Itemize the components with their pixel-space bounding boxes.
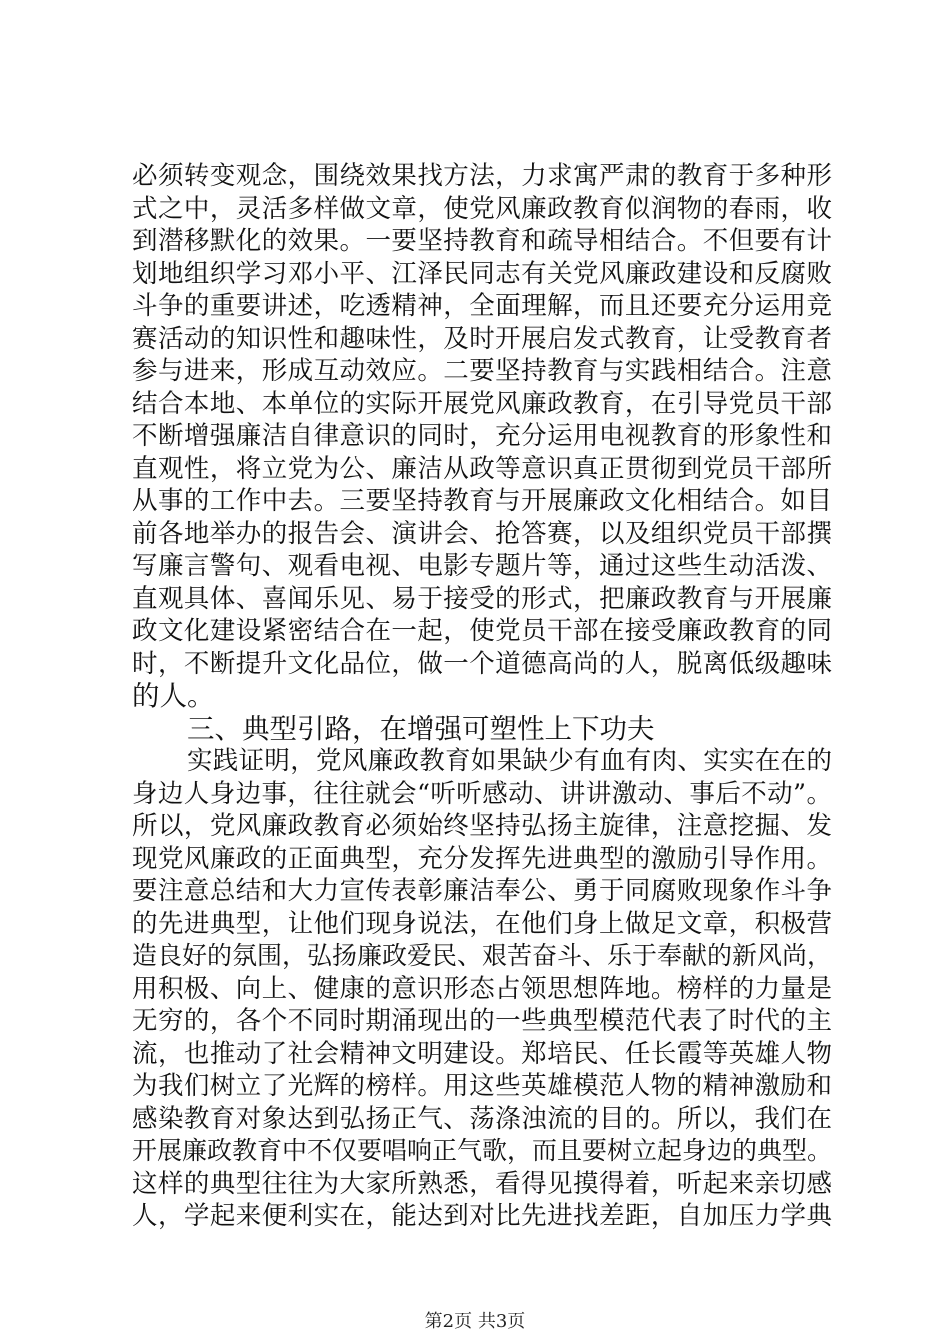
text-line: 写廉言警句、观看电视、电影专题片等，通过这些生动活泼、 bbox=[132, 551, 832, 581]
text-line: 的先进典型，让他们现身说法，在他们身上做足文章，积极营 bbox=[132, 908, 832, 939]
text-line: 政文化建设紧密结合在一起，使党员干部在接受廉政教育的同 bbox=[132, 616, 832, 646]
text-line: 直观具体、喜闻乐见、易于接受的形式，把廉政教育与开展廉 bbox=[132, 583, 832, 614]
text-line: 这样的典型往往为大家所熟悉，看得见摸得着，听起来亲切感 bbox=[132, 1168, 832, 1199]
text-line: 造良好的氛围，弘扬廉政爱民、艰苦奋斗、乐于奉献的新风尚， bbox=[132, 941, 833, 970]
text-line: 必须转变观念，围绕效果找方法，力求寓严肃的教育于多种形 bbox=[132, 161, 832, 191]
text-line: 结合本地、本单位的实际开展党风廉政教育，在引导党员干部 bbox=[132, 388, 832, 419]
text-line: 人，学起来便利实在，能达到对比先进找差距，自加压力学典 bbox=[132, 1201, 832, 1231]
text-line: 前各地举办的报告会、演讲会、抢答赛，以及组织党员干部撰 bbox=[132, 518, 832, 549]
text-line: 时，不断提升文化品位，做一个道德高尚的人，脱离低级趣味 bbox=[132, 648, 832, 679]
text-line: 现党风廉政的正面典型，充分发挥先进典型的激励引导作用。 bbox=[132, 843, 832, 874]
text-line: 的人。 bbox=[132, 680, 215, 712]
text-line: 开展廉政教育中不仅要唱响正气歌，而且要树立起身边的典型。 bbox=[132, 1136, 833, 1165]
text-line: 为我们树立了光辉的榜样。用这些英雄模范人物的精神激励和 bbox=[132, 1071, 832, 1101]
text-line: 式之中，灵活多样做文章，使党风廉政教育似润物的春雨，收 bbox=[132, 193, 832, 224]
section-heading: 三、典型引路，在增强可塑性上下功夫 bbox=[187, 712, 655, 745]
text-line: 参与进来，形成互动效应。二要坚持教育与实践相结合。注意 bbox=[132, 356, 832, 386]
text-line: 要注意总结和大力宣传表彰廉洁奉公、勇于同腐败现象作斗争 bbox=[132, 876, 832, 906]
text-line: 身边人身边事，往往就会“听听感动、讲讲激动、事后不动”。 bbox=[132, 778, 832, 809]
page-footer bbox=[0, 1307, 950, 1333]
text-line: 斗争的重要讲述，吃透精神，全面理解，而且还要充分运用竞 bbox=[132, 291, 832, 321]
text-line: 流，也推动了社会精神文明建设。郑培民、任长霞等英雄人物 bbox=[132, 1038, 832, 1069]
page-number: 第2页 bbox=[424, 1311, 473, 1332]
text-line: 无穷的，各个不同时期涌现出的一些典型模范代表了时代的主 bbox=[132, 1006, 832, 1036]
text-line: 直观性，将立党为公、廉洁从政等意识真正贯彻到党员干部所 bbox=[132, 453, 832, 484]
text-line: 划地组织学习邓小平、江泽民同志有关党风廉政建设和反腐败 bbox=[132, 258, 832, 289]
text-line: 用积极、向上、健康的意识形态占领思想阵地。榜样的力量是 bbox=[132, 973, 832, 1004]
text-line: 到潜移默化的效果。一要坚持教育和疏导相结合。不但要有计 bbox=[132, 226, 832, 256]
text-line: 从事的工作中去。三要坚持教育与开展廉政文化相结合。如目 bbox=[132, 486, 832, 516]
text-line: 实践证明，党风廉政教育如果缺少有血有肉、实实在在的 bbox=[187, 746, 832, 776]
body-text bbox=[132, 160, 832, 1233]
page-total: 共3页 bbox=[477, 1311, 526, 1332]
text-line: 不断增强廉洁自律意识的同时，充分运用电视教育的形象性和 bbox=[132, 421, 832, 451]
text-line: 感染教育对象达到弘扬正气、荡涤浊流的目的。所以，我们在 bbox=[132, 1103, 832, 1134]
text-line: 赛活动的知识性和趣味性，及时开展启发式教育，让受教育者 bbox=[132, 323, 832, 354]
text-line: 所以，党风廉政教育必须始终坚持弘扬主旋律，注意挖掘、发 bbox=[132, 811, 832, 841]
